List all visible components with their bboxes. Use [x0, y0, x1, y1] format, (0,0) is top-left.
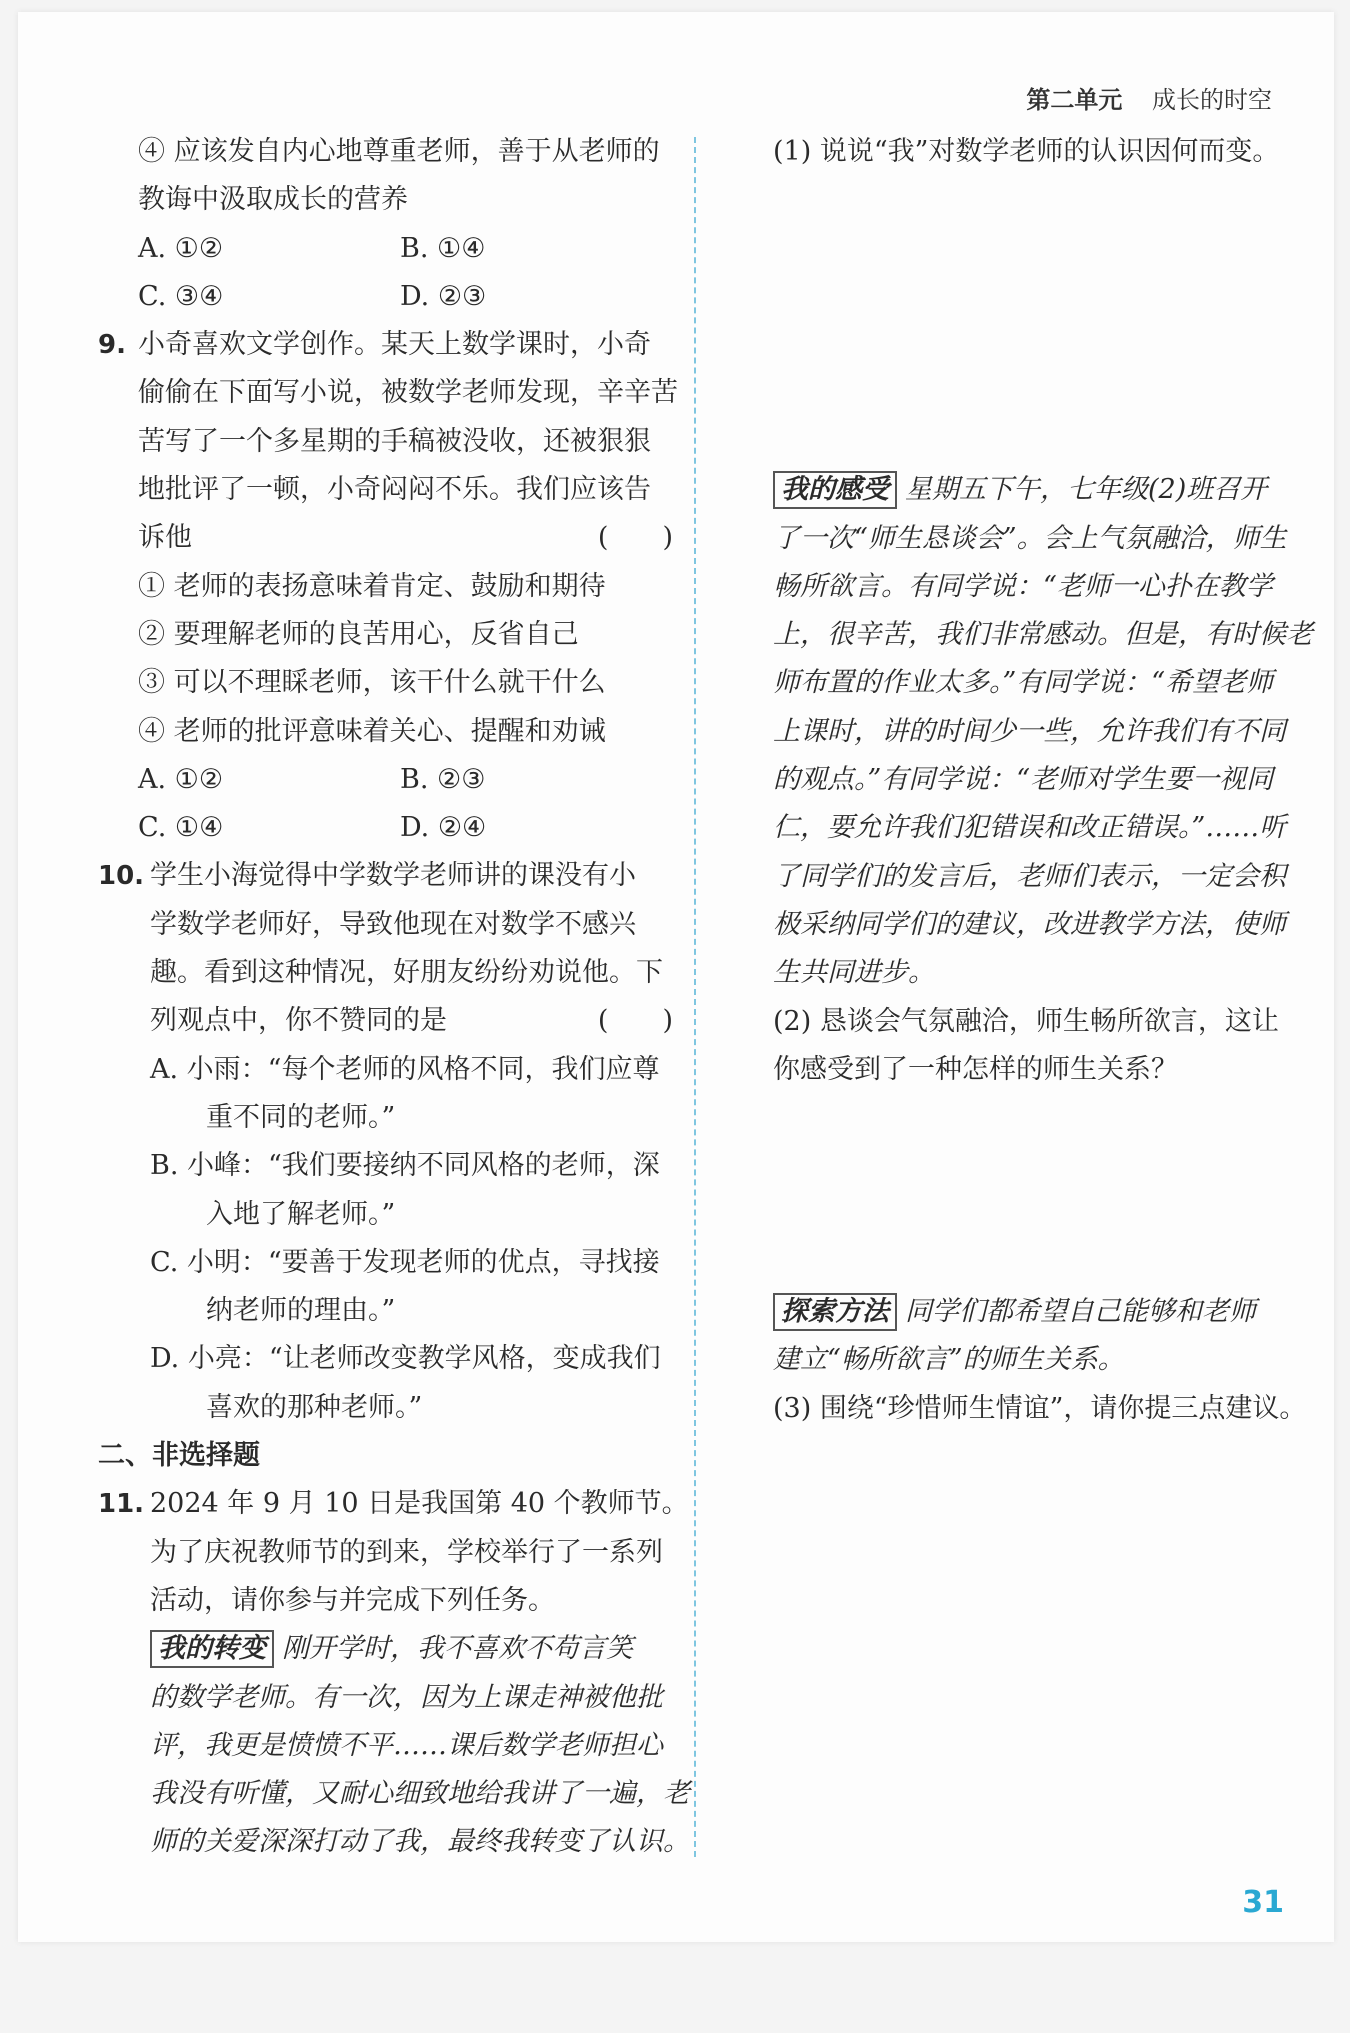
option-c: C. 小明：“要善于发现老师的优点，寻找接	[150, 1246, 660, 1278]
subquestion-2: (2) 恳谈会气氛融洽，师生畅所欲言，这让	[773, 1005, 1279, 1037]
option-a: A. ①②	[138, 232, 224, 264]
q9-options-row	[138, 756, 673, 804]
text-line: 刚开学时，我不喜欢不苟言笑	[282, 1633, 633, 1665]
column-divider	[694, 137, 696, 1857]
text-line: 重不同的老师。”	[206, 1101, 396, 1133]
option-c: C. ①④	[138, 812, 224, 844]
left-column	[98, 128, 690, 1867]
text-line: 活动，请你参与并完成下列任务。	[150, 1584, 555, 1616]
statement-item: ③ 可以不理睬老师，该干什么就干什么	[138, 667, 606, 699]
question-9	[98, 321, 678, 852]
feel-passage	[773, 466, 1313, 997]
text-line: 师的关爱深深打动了我，最终我转变了认识。	[150, 1826, 690, 1858]
option-b: B. ②③	[400, 763, 486, 795]
text-line: 上，很辛苦，我们非常感动。但是，有时候老	[773, 619, 1313, 651]
question-number: 10.	[98, 861, 145, 892]
text-line: 学数学老师好，导致他现在对数学不感兴	[150, 908, 636, 940]
text-line: 教诲中汲取成长的营养	[138, 184, 408, 216]
statement-item: ① 老师的表扬意味着肯定、鼓励和期待	[138, 570, 606, 602]
text-line: 师布置的作业太多。”有同学说：“希望老师	[773, 667, 1274, 699]
unit-title: 成长的时空	[1152, 86, 1272, 114]
text-line: 了一次“师生恳谈会”。会上气氛融洽，师生	[773, 522, 1287, 554]
page-number: 31	[1242, 1885, 1284, 1920]
text-line: 学生小海觉得中学数学老师讲的课没有小	[150, 860, 636, 892]
text-line: 纳老师的理由。”	[206, 1295, 396, 1327]
text-line: 偷偷在下面写小说，被数学老师发现，辛辛苦	[138, 377, 678, 409]
text-line: 趣。看到这种情况，好朋友纷纷劝说他。下	[150, 957, 663, 989]
text-line: 小奇喜欢文学创作。某天上数学课时，小奇	[138, 329, 651, 361]
option-d: D. ②④	[400, 812, 487, 844]
question-10	[98, 852, 673, 1432]
unit-label: 第二单元	[1026, 86, 1123, 114]
question-number: 11.	[98, 1489, 145, 1520]
option-a: A. 小雨：“每个老师的风格不同，我们应尊	[150, 1053, 660, 1085]
explore-passage	[773, 1288, 1288, 1385]
statement-item: ④ 老师的批评意味着关心、提醒和劝诫	[138, 715, 606, 747]
text-line: 同学们都希望自己能够和老师	[905, 1296, 1256, 1328]
text-line: 你感受到了一种怎样的师生关系？	[773, 1053, 1178, 1085]
text-line: 建立“畅所欲言”的师生关系。	[773, 1344, 1125, 1376]
text-line: 上课时，讲的时间少一些，允许我们有不同	[773, 715, 1286, 747]
section-tag: 我的感受	[773, 471, 897, 509]
text-line: 入地了解老师。”	[206, 1198, 396, 1230]
text-line: 为了庆祝教师节的到来，学校举行了一系列	[150, 1536, 663, 1568]
subquestion-3: (3) 围绕“珍惜师生情谊”，请你提三点建议。	[773, 1392, 1307, 1424]
question-number: 9.	[98, 330, 126, 361]
answer-space[interactable]	[773, 1433, 1288, 2033]
text-line: 列观点中，你不赞同的是	[150, 1005, 447, 1037]
option-a: A. ①②	[138, 763, 224, 795]
text-line: 极采纳同学们的建议，改进教学方法，使师	[773, 908, 1286, 940]
q8-options-row	[138, 225, 673, 273]
answer-space[interactable]	[773, 1094, 1288, 1288]
answer-blank[interactable]: ( )	[597, 1005, 673, 1037]
option-c: C. ③④	[138, 280, 224, 312]
text-line: 诉他	[138, 522, 192, 554]
text-line: 苦写了一个多星期的手稿被没收，还被狠狠	[138, 425, 651, 457]
section-tag: 我的转变	[150, 1630, 274, 1668]
page	[18, 12, 1334, 1942]
text-line: 评，我更是愤愤不平……课后数学老师担心	[150, 1729, 663, 1761]
page-header	[1026, 80, 1272, 115]
q8-options-row	[138, 273, 673, 321]
text-line: 我没有听懂，又耐心细致地给我讲了一遍，老	[150, 1778, 690, 1810]
question-11	[98, 1480, 690, 1866]
option-b: B. ①④	[400, 232, 486, 264]
subquestion-1: (1) 说说“我”对数学老师的认识因何而变。	[773, 136, 1280, 167]
text-line: 喜欢的那种老师。”	[206, 1391, 423, 1423]
answer-space[interactable]	[773, 176, 1288, 466]
right-column	[773, 128, 1313, 2033]
text-line: 的数学老师。有一次，因为上课走神被他批	[150, 1681, 663, 1713]
option-d: D. 小亮：“让老师改变教学风格，变成我们	[150, 1343, 661, 1375]
section-tag: 探索方法	[773, 1293, 897, 1331]
statement-item: ② 要理解老师的良苦用心，反省自己	[138, 618, 579, 650]
text-line: ④ 应该发自内心地尊重老师，善于从老师的	[138, 136, 660, 167]
text-line: 的观点。”有同学说：“老师对学生要一视同	[773, 764, 1274, 796]
text-line: 畅所欲言。有同学说：“老师一心扑在教学	[773, 570, 1273, 602]
option-b: B. 小峰：“我们要接纳不同风格的老师，深	[150, 1150, 660, 1182]
text-line: 仁，要允许我们犯错误和改正错误。”……听	[773, 812, 1287, 844]
text-line: 地批评了一顿，小奇闷闷不乐。我们应该告	[138, 474, 651, 506]
answer-blank[interactable]: ( )	[597, 522, 673, 554]
section-title: 二、非选择题	[98, 1440, 260, 1472]
q8-item4	[138, 128, 673, 225]
text-line: 生共同进步。	[773, 957, 935, 989]
text-line: 了同学们的发言后，老师们表示，一定会积	[773, 860, 1286, 892]
q9-options-row	[138, 804, 673, 852]
option-d: D. ②③	[400, 280, 487, 312]
text-line: 2024 年 9 月 10 日是我国第 40 个教师节。	[150, 1488, 689, 1520]
text-line: 星期五下午，七年级(2)班召开	[905, 474, 1268, 506]
